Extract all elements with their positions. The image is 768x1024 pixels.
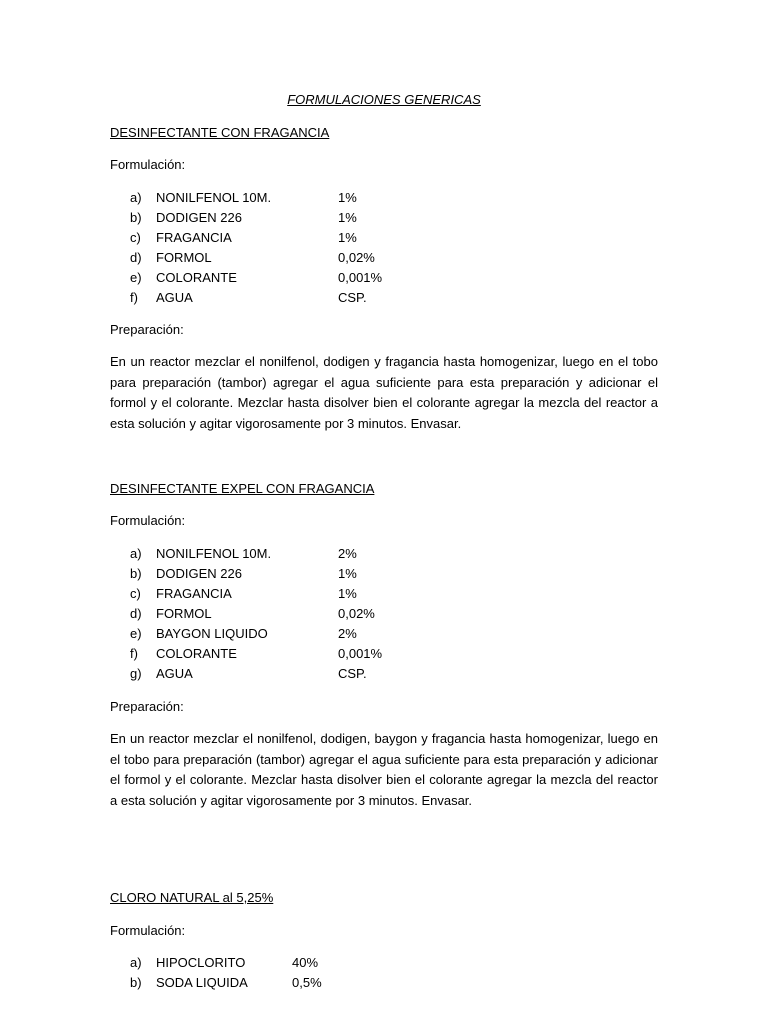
ingredient-amount: 0,5%	[292, 975, 322, 990]
item-letter: d)	[130, 250, 142, 265]
formulacion-label: Formulación:	[110, 923, 186, 938]
item-letter: f)	[130, 290, 138, 305]
ingredient-amount: 2%	[338, 626, 357, 641]
ingredient-name: COLORANTE	[156, 646, 237, 661]
ingredient-name: BAYGON LIQUIDO	[156, 626, 268, 641]
item-letter: b)	[130, 210, 142, 225]
item-letter: b)	[130, 975, 142, 990]
ingredient-amount: 0,001%	[338, 646, 383, 661]
ingredient-name: FRAGANCIA	[156, 586, 232, 601]
ingredient-amount: 0,02%	[338, 606, 375, 621]
ingredient-name: FORMOL	[156, 606, 212, 621]
item-letter: a)	[130, 190, 142, 205]
item-letter: b)	[130, 566, 142, 581]
ingredient-name: NONILFENOL 10M.	[156, 190, 272, 205]
ingredient-name: AGUA	[156, 666, 193, 681]
preparacion-paragraph: En un reactor mezclar el nonilfenol, dodigen, baygon y fragancia hasta homogenizar, luego en el tobo para preparación (tambor) agregar el agua suficiente para esta preparación y adicionar el formol y el colorante. Mezclar hasta disolver bien el colorante agregar la mezcla del reactor a esta solución y agitar vigorosamente por 3 minutos. Envasar.	[110, 731, 658, 808]
ingredient-name: DODIGEN 226	[156, 210, 242, 225]
item-letter: a)	[130, 955, 142, 970]
ingredient-amount: CSP.	[338, 290, 367, 305]
ingredient-name: COLORANTE	[156, 270, 237, 285]
formulacion-label: Formulación:	[110, 157, 186, 172]
ingredient-amount: 40%	[292, 955, 319, 970]
preparacion-paragraph: En un reactor mezclar el nonilfenol, dodigen y fragancia hasta homogenizar, luego en el tobo para preparación (tambor) agregar el agua suficiente para esta preparación y adicionar el formol y el colorante. Mezclar hasta disolver bien el colorante agregar la mezcla del reactor a esta solución y agitar vigorosamente por 3 minutos. Envasar.	[110, 354, 658, 431]
ingredient-amount: 2%	[338, 546, 357, 561]
ingredient-name: DODIGEN 226	[156, 566, 242, 581]
item-letter: c)	[130, 230, 141, 245]
ingredient-name: SODA LIQUIDA	[156, 975, 248, 990]
item-letter: e)	[130, 270, 142, 285]
ingredient-name: HIPOCLORITO	[156, 955, 246, 970]
section-heading-desinfectante-expel: DESINFECTANTE EXPEL CON FRAGANCIA	[110, 481, 375, 496]
item-letter: d)	[130, 606, 142, 621]
item-letter: a)	[130, 546, 142, 561]
item-letter: f)	[130, 646, 138, 661]
formulacion-label: Formulación:	[110, 513, 186, 528]
ingredient-amount: 1%	[338, 586, 357, 601]
preparacion-label: Preparación:	[110, 322, 184, 337]
ingredient-name: AGUA	[156, 290, 193, 305]
ingredient-amount: 1%	[338, 190, 357, 205]
section-heading-desinfectante: DESINFECTANTE CON FRAGANCIA	[110, 125, 330, 140]
ingredient-amount: 0,02%	[338, 250, 375, 265]
ingredient-amount: 1%	[338, 230, 357, 245]
ingredient-name: NONILFENOL 10M.	[156, 546, 272, 561]
ingredient-amount: 1%	[338, 210, 357, 225]
ingredient-name: FORMOL	[156, 250, 212, 265]
item-letter: c)	[130, 586, 141, 601]
item-letter: e)	[130, 626, 142, 641]
ingredient-amount: 1%	[338, 566, 357, 581]
ingredient-amount: 0,001%	[338, 270, 383, 285]
preparacion-label: Preparación:	[110, 699, 184, 714]
ingredient-amount: CSP.	[338, 666, 367, 681]
item-letter: g)	[130, 666, 142, 681]
section-heading-cloro-natural: CLORO NATURAL al 5,25%	[110, 890, 274, 905]
document-title: FORMULACIONES GENERICAS	[287, 92, 481, 107]
ingredient-name: FRAGANCIA	[156, 230, 232, 245]
